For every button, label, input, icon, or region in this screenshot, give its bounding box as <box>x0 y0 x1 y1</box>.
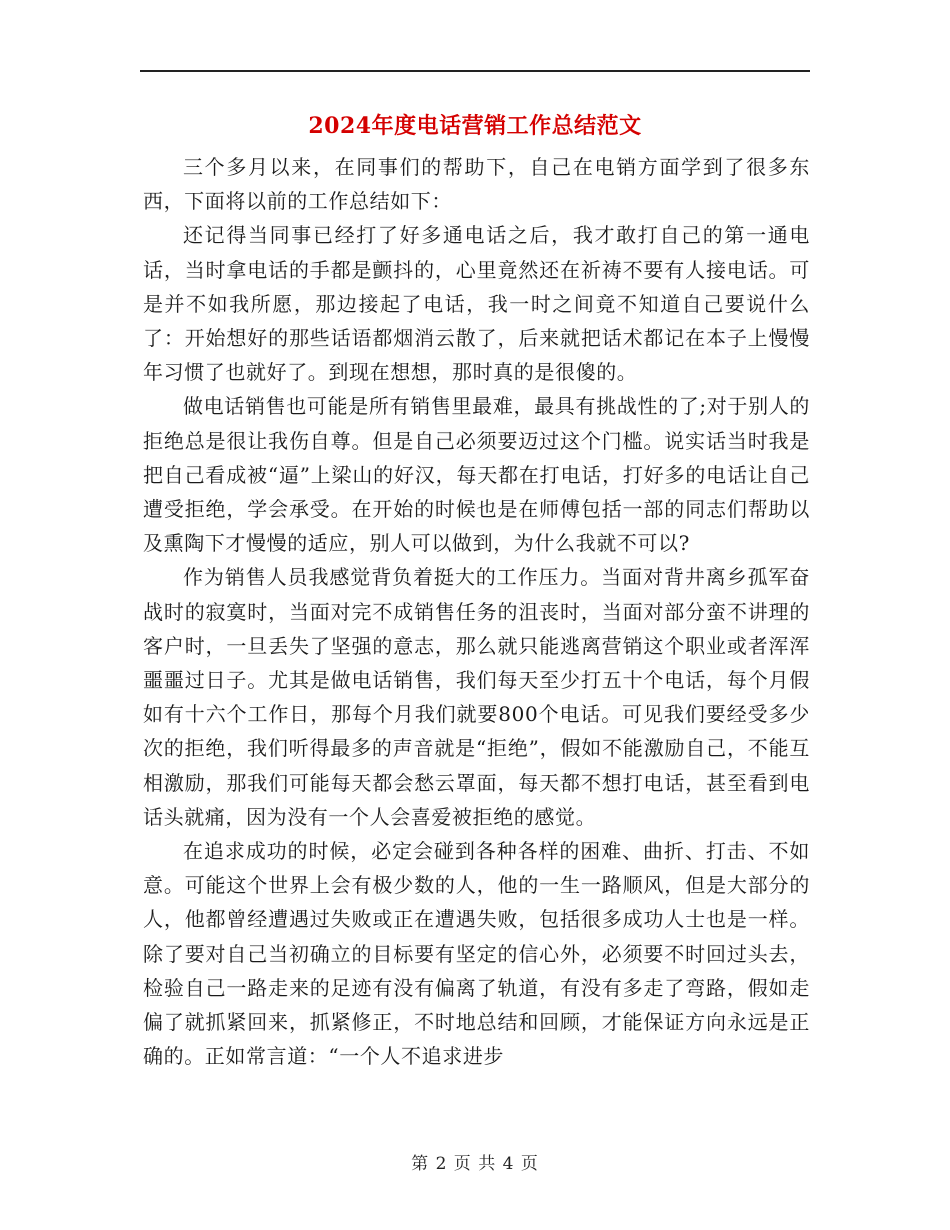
paragraph-4: 作为销售人员我感觉背负着挺大的工作压力。当面对背井离乡孤军奋战时的寂寞时，当面对完不成销售任务的沮丧时，当面对部分蛮不讲理的客户时，一旦丢失了坚强的意志，那么就只能逃离营销这个职业或者浑浑噩噩过日子。尤其是做电话销售，我们每天至少打五十个电话，每个月假如有十六个工作日，那每个月我们就要800个电话。可见我们要经受多少次的拒绝，我们听得最多的声音就是“拒绝”，假如不能激励自己，不能互相激励，那我们可能每天都会愁云罩面，每天都不想打电话，甚至看到电话头就痛，因为没有一个人会喜爱被拒绝的感觉。 <box>143 565 810 829</box>
document-body <box>143 150 810 1073</box>
paragraph-3: 做电话销售也可能是所有销售里最难，最具有挑战性的了;对于别人的拒绝总是很让我伤自尊。但是自己必须要迈过这个门槛。说实话当时我是把自己看成被“逼”上梁山的好汉，每天都在打电话，打好多的电话让自己遭受拒绝，学会承受。在开始的时候也是在师傅包括一部的同志们帮助以及熏陶下才慢慢的适应，别人可以做到，为什么我就不可以? <box>143 394 810 556</box>
header-rule <box>140 70 810 72</box>
page-number-footer: 第 2 页 共 4 页 <box>411 1154 539 1174</box>
document-title: 2024年度电话营销工作总结范文 <box>308 113 642 139</box>
paragraph-2: 还记得当同事已经打了好多通电话之后，我才敢打自己的第一通电话，当时拿电话的手都是颤抖的，心里竟然还在祈祷不要有人接电话。可是并不如我所愿，那边接起了电话，我一时之间竟不知道自己要说什么了：开始想好的那些话语都烟消云散了，后来就把话术都记在本子上慢慢年习惯了也就好了。到现在想想，那时真的是很傻的。 <box>143 223 810 385</box>
paragraph-5: 在追求成功的时候，必定会碰到各种各样的困难、曲折、打击、不如意。可能这个世界上会有极少数的人，他的一生一路顺风，但是大部分的人，他都曾经遭遇过失败或正在遭遇失败，包括很多成功人士也是一样。除了要对自己当初确立的目标要有坚定的信心外，必须要不时回过头去，检验自己一路走来的足迹有没有偏离了轨道，有没有多走了弯路，假如走偏了就抓紧回来，抓紧修正，不时地总结和回顾，才能保证方向永远是正确的。正如常言道：“一个人不追求进步 <box>143 839 810 1069</box>
paragraph-1: 三个多月以来，在同事们的帮助下，自己在电销方面学到了很多东西，下面将以前的工作总结如下： <box>143 155 810 214</box>
